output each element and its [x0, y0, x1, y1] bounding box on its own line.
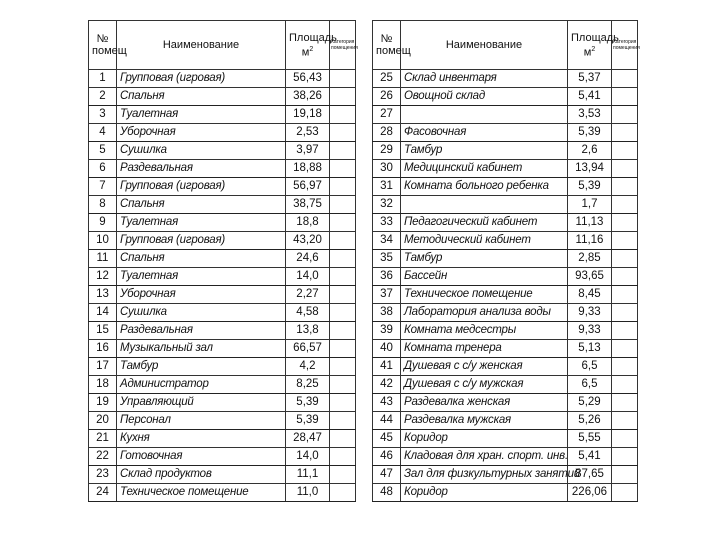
- header-area-label: Площадь: [289, 31, 337, 44]
- room-name: Уборочная: [117, 124, 286, 142]
- room-number: 9: [89, 214, 117, 232]
- table-row: [373, 124, 638, 142]
- room-category: [330, 124, 356, 142]
- room-area: 2,53: [286, 124, 330, 142]
- room-name: Фасовочная: [401, 124, 568, 142]
- room-name: Лаборатория анализа воды: [401, 304, 568, 322]
- room-name: Методический кабинет: [401, 232, 568, 250]
- room-area: 14,0: [286, 448, 330, 466]
- room-name: Комната тренера: [401, 340, 568, 358]
- room-category: [612, 160, 638, 178]
- room-area: 11,1: [286, 466, 330, 484]
- room-number: 47: [373, 466, 401, 484]
- table-row: [89, 268, 356, 286]
- room-number: 27: [373, 106, 401, 124]
- room-name: [401, 106, 568, 124]
- table-row: [373, 484, 638, 502]
- table-row: [373, 268, 638, 286]
- room-category: [330, 196, 356, 214]
- table-row: [373, 340, 638, 358]
- room-area: 93,65: [568, 268, 612, 286]
- header-category: Категория помещения: [612, 21, 638, 70]
- room-name: Готовочная: [117, 448, 286, 466]
- room-category: [330, 484, 356, 502]
- table-row: [89, 322, 356, 340]
- room-name: Душевая с с/у женская: [401, 358, 568, 376]
- room-name: Бассейн: [401, 268, 568, 286]
- room-name: Коридор: [401, 430, 568, 448]
- room-category: [612, 232, 638, 250]
- room-name: Кухня: [117, 430, 286, 448]
- room-name: Групповая (игровая): [117, 178, 286, 196]
- room-category: [330, 268, 356, 286]
- room-area: 14,0: [286, 268, 330, 286]
- room-number: 10: [89, 232, 117, 250]
- room-area: 66,57: [286, 340, 330, 358]
- table-row: [89, 394, 356, 412]
- header-area-sup: 2: [591, 45, 596, 53]
- room-category: [612, 322, 638, 340]
- room-name: Тамбур: [117, 358, 286, 376]
- table-row: [89, 430, 356, 448]
- room-area: 9,33: [568, 304, 612, 322]
- room-name: Сушилка: [117, 304, 286, 322]
- table-row: [89, 484, 356, 502]
- table-row: [373, 304, 638, 322]
- room-number: 35: [373, 250, 401, 268]
- header-area-label: Площадь: [571, 31, 619, 44]
- room-area: 56,97: [286, 178, 330, 196]
- room-category: [330, 466, 356, 484]
- room-number: 44: [373, 412, 401, 430]
- room-number: 15: [89, 322, 117, 340]
- room-name: [401, 196, 568, 214]
- room-number: 20: [89, 412, 117, 430]
- room-number: 45: [373, 430, 401, 448]
- table-row: [373, 70, 638, 88]
- room-name: Душевая с с/у мужская: [401, 376, 568, 394]
- room-number: 11: [89, 250, 117, 268]
- room-area: 18,88: [286, 160, 330, 178]
- room-name: Тамбур: [401, 250, 568, 268]
- table-row: [373, 286, 638, 304]
- room-category: [612, 268, 638, 286]
- rooms-table-right: [372, 20, 638, 502]
- room-number: 31: [373, 178, 401, 196]
- room-category: [612, 124, 638, 142]
- room-area: 226,06: [568, 484, 612, 502]
- table-row: [373, 358, 638, 376]
- room-name: Раздевалка мужская: [401, 412, 568, 430]
- room-area: 5,37: [568, 70, 612, 88]
- header-category: Категория помещения: [330, 21, 356, 70]
- table-row: [373, 178, 638, 196]
- table-row: [373, 394, 638, 412]
- table-row: [89, 358, 356, 376]
- room-number: 17: [89, 358, 117, 376]
- room-number: 29: [373, 142, 401, 160]
- room-number: 38: [373, 304, 401, 322]
- table-row: [89, 160, 356, 178]
- room-area: 3,97: [286, 142, 330, 160]
- room-category: [612, 250, 638, 268]
- room-number: 2: [89, 88, 117, 106]
- room-area: 5,39: [286, 412, 330, 430]
- room-category: [612, 376, 638, 394]
- room-name: Туалетная: [117, 106, 286, 124]
- room-number: 6: [89, 160, 117, 178]
- room-number: 48: [373, 484, 401, 502]
- room-name: Управляющий: [117, 394, 286, 412]
- room-category: [612, 286, 638, 304]
- room-number: 24: [89, 484, 117, 502]
- room-area: 19,18: [286, 106, 330, 124]
- room-area: 2,85: [568, 250, 612, 268]
- table-row: [89, 340, 356, 358]
- room-category: [330, 142, 356, 160]
- room-category: [330, 88, 356, 106]
- room-number: 12: [89, 268, 117, 286]
- table-row: [89, 232, 356, 250]
- table-row: [373, 214, 638, 232]
- room-area: 5,41: [568, 88, 612, 106]
- table-row: [373, 106, 638, 124]
- room-name: Сушилка: [117, 142, 286, 160]
- room-area: 5,26: [568, 412, 612, 430]
- room-number: 34: [373, 232, 401, 250]
- room-area: 9,33: [568, 322, 612, 340]
- room-name: Комната медсестры: [401, 322, 568, 340]
- room-category: [330, 448, 356, 466]
- table-row: [373, 430, 638, 448]
- room-category: [612, 394, 638, 412]
- room-number: 19: [89, 394, 117, 412]
- header-area-unit: м: [583, 46, 592, 59]
- room-name: Раздевалка женская: [401, 394, 568, 412]
- room-number: 40: [373, 340, 401, 358]
- room-number: 32: [373, 196, 401, 214]
- room-name: Администратор: [117, 376, 286, 394]
- room-category: [612, 448, 638, 466]
- room-name: Раздевальная: [117, 322, 286, 340]
- room-category: [612, 466, 638, 484]
- room-name: Уборочная: [117, 286, 286, 304]
- room-category: [612, 340, 638, 358]
- room-name: Овощной склад: [401, 88, 568, 106]
- room-number: 8: [89, 196, 117, 214]
- table-row: [373, 448, 638, 466]
- room-name: Туалетная: [117, 214, 286, 232]
- room-area: 13,8: [286, 322, 330, 340]
- room-number: 30: [373, 160, 401, 178]
- room-area: 8,25: [286, 376, 330, 394]
- room-area: 18,8: [286, 214, 330, 232]
- header-area: [286, 21, 337, 70]
- room-category: [612, 430, 638, 448]
- room-number: 46: [373, 448, 401, 466]
- table-row: [89, 70, 356, 88]
- table-row: [89, 304, 356, 322]
- header-area-unit: м: [301, 46, 310, 59]
- room-name: Тамбур: [401, 142, 568, 160]
- room-number: 33: [373, 214, 401, 232]
- room-number: 14: [89, 304, 117, 322]
- room-name: Техническое помещение: [401, 286, 568, 304]
- room-category: [330, 430, 356, 448]
- room-area: 11,0: [286, 484, 330, 502]
- room-number: 5: [89, 142, 117, 160]
- room-area: 2,6: [568, 142, 612, 160]
- room-name: Туалетная: [117, 268, 286, 286]
- room-name: Педагогический кабинет: [401, 214, 568, 232]
- room-name: Персонал: [117, 412, 286, 430]
- room-category: [612, 142, 638, 160]
- room-name: Музыкальный зал: [117, 340, 286, 358]
- header-area-sup: 2: [309, 45, 314, 53]
- room-number: 3: [89, 106, 117, 124]
- room-category: [330, 340, 356, 358]
- room-category: [330, 178, 356, 196]
- room-area: 6,5: [568, 376, 612, 394]
- room-name: Раздевальная: [117, 160, 286, 178]
- room-number: 21: [89, 430, 117, 448]
- room-area: 43,20: [286, 232, 330, 250]
- room-category: [330, 286, 356, 304]
- room-area: 5,41: [568, 448, 612, 466]
- room-number: 37: [373, 286, 401, 304]
- room-area: 38,75: [286, 196, 330, 214]
- room-number: 41: [373, 358, 401, 376]
- room-category: [612, 484, 638, 502]
- room-number: 1: [89, 70, 117, 88]
- room-category: [330, 304, 356, 322]
- room-name: Склад инвентаря: [401, 70, 568, 88]
- room-category: [330, 412, 356, 430]
- room-area: 5,29: [568, 394, 612, 412]
- room-category: [612, 304, 638, 322]
- room-number: 28: [373, 124, 401, 142]
- room-area: 6,5: [568, 358, 612, 376]
- room-category: [330, 106, 356, 124]
- room-name: Зал для физкультурных занятий: [401, 466, 568, 484]
- table-row: [89, 142, 356, 160]
- room-category: [330, 214, 356, 232]
- table-row: [89, 250, 356, 268]
- room-category: [612, 412, 638, 430]
- room-name: Коридор: [401, 484, 568, 502]
- room-category: [612, 358, 638, 376]
- room-area: 5,55: [568, 430, 612, 448]
- room-name: Спальня: [117, 88, 286, 106]
- room-area: 5,39: [568, 124, 612, 142]
- room-area: 5,13: [568, 340, 612, 358]
- header-room-number: № помещ: [89, 21, 117, 70]
- room-area: 3,53: [568, 106, 612, 124]
- table-row: [89, 106, 356, 124]
- room-number: 36: [373, 268, 401, 286]
- room-category: [330, 322, 356, 340]
- room-area: 56,43: [286, 70, 330, 88]
- table-row: [373, 322, 638, 340]
- room-category: [612, 214, 638, 232]
- room-number: 25: [373, 70, 401, 88]
- table-header-row: [89, 21, 356, 70]
- table-row: [89, 178, 356, 196]
- table-row: [373, 196, 638, 214]
- room-category: [330, 358, 356, 376]
- room-category: [612, 70, 638, 88]
- room-number: 18: [89, 376, 117, 394]
- room-category: [330, 232, 356, 250]
- table-row: [373, 412, 638, 430]
- table-row: [373, 250, 638, 268]
- room-category: [330, 160, 356, 178]
- header-room-name: Наименование: [401, 21, 568, 70]
- header-room-number: № помещ: [373, 21, 401, 70]
- room-category: [612, 106, 638, 124]
- rooms-table-left: [88, 20, 356, 502]
- header-room-name: Наименование: [117, 21, 286, 70]
- table-row: [373, 88, 638, 106]
- room-category: [330, 70, 356, 88]
- room-category: [612, 196, 638, 214]
- room-number: 42: [373, 376, 401, 394]
- room-area: 28,47: [286, 430, 330, 448]
- room-area: 8,45: [568, 286, 612, 304]
- room-number: 22: [89, 448, 117, 466]
- room-number: 23: [89, 466, 117, 484]
- room-name: Групповая (игровая): [117, 232, 286, 250]
- room-area: 24,6: [286, 250, 330, 268]
- room-category: [612, 178, 638, 196]
- table-row: [89, 376, 356, 394]
- room-category: [612, 88, 638, 106]
- room-name: Техническое помещение: [117, 484, 286, 502]
- table-row: [89, 448, 356, 466]
- room-area: 11,13: [568, 214, 612, 232]
- table-row: [89, 88, 356, 106]
- room-name: Спальня: [117, 196, 286, 214]
- room-name: Кладовая для хран. спорт. инв.: [401, 448, 568, 466]
- room-category: [330, 250, 356, 268]
- room-name: Спальня: [117, 250, 286, 268]
- table-row: [89, 196, 356, 214]
- room-area: 4,58: [286, 304, 330, 322]
- room-name: Комната больного ребенка: [401, 178, 568, 196]
- header-area: [568, 21, 619, 70]
- room-number: 43: [373, 394, 401, 412]
- room-name: Групповая (игровая): [117, 70, 286, 88]
- room-category: [330, 394, 356, 412]
- table-row: [89, 124, 356, 142]
- room-area: 5,39: [286, 394, 330, 412]
- table-row: [89, 466, 356, 484]
- room-area: 2,27: [286, 286, 330, 304]
- room-number: 13: [89, 286, 117, 304]
- table-header-row: [373, 21, 638, 70]
- room-area: 38,26: [286, 88, 330, 106]
- table-row: [373, 142, 638, 160]
- room-category: [330, 376, 356, 394]
- table-row: [89, 214, 356, 232]
- room-area: 87,65: [568, 466, 612, 484]
- room-number: 7: [89, 178, 117, 196]
- room-number: 39: [373, 322, 401, 340]
- room-area: 11,16: [568, 232, 612, 250]
- room-area: 4,2: [286, 358, 330, 376]
- table-row: [373, 160, 638, 178]
- room-number: 26: [373, 88, 401, 106]
- table-row: [89, 412, 356, 430]
- room-name: Медицинский кабинет: [401, 160, 568, 178]
- room-area: 1,7: [568, 196, 612, 214]
- table-row: [89, 286, 356, 304]
- room-area: 13,94: [568, 160, 612, 178]
- room-name: Склад продуктов: [117, 466, 286, 484]
- table-row: [373, 466, 638, 484]
- table-row: [373, 232, 638, 250]
- table-row: [373, 376, 638, 394]
- room-number: 4: [89, 124, 117, 142]
- room-area: 5,39: [568, 178, 612, 196]
- room-number: 16: [89, 340, 117, 358]
